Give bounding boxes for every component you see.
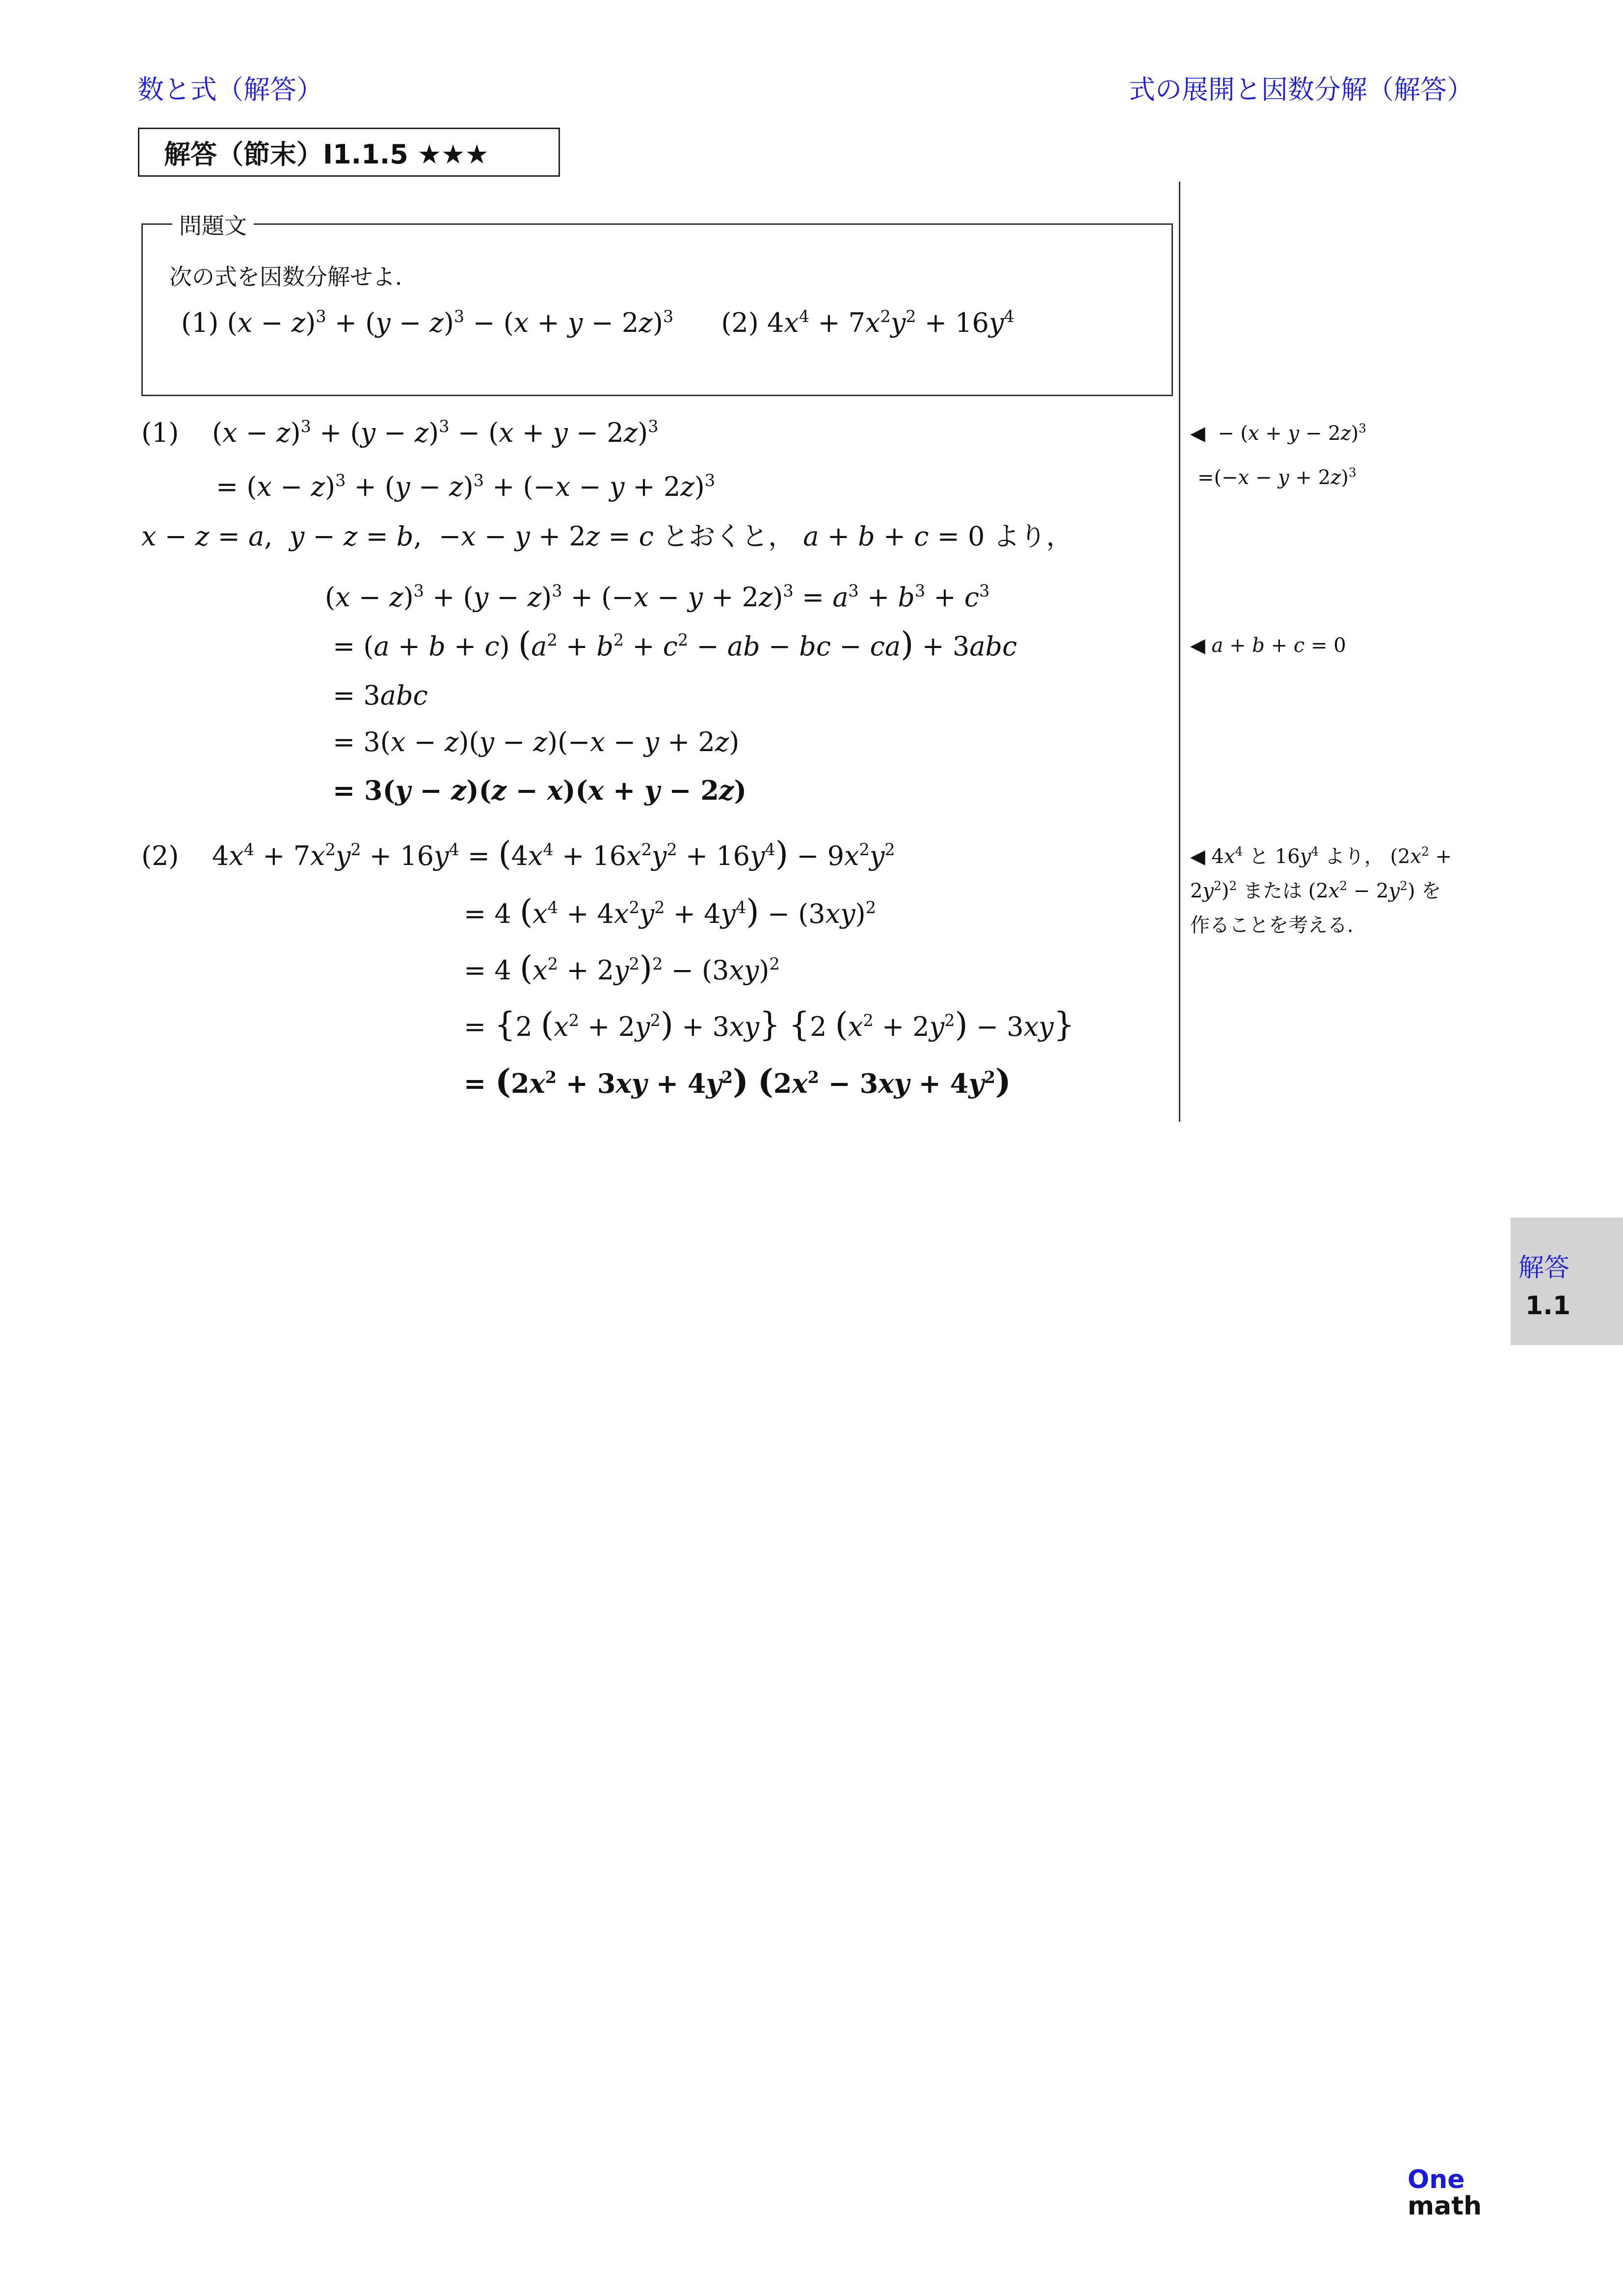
sidenote-2-marker: ◀ xyxy=(1190,634,1205,657)
problem-title: 解答（節末）I1.1.5 ★★★ xyxy=(138,128,560,177)
header-left-title: 数と式（解答） xyxy=(137,74,323,105)
solution-part2-line1: $4x^4 + 7x^2y^2 + 16y^4 = (4x^4 + 16x^2y^2 + 16y^4) - 9x^2y^2$ xyxy=(212,834,895,873)
problem-legend: 問題文 xyxy=(172,208,254,241)
header-right-title: 式の展開と因数分解（解答） xyxy=(1129,74,1473,105)
solution-part2-label: (2) xyxy=(141,840,179,871)
solution-part1-step4: = 3(x − z)(y − z)(−x − y + 2z) xyxy=(333,727,740,757)
solution-part1-step1: $(x - z)^3 + (y - z)^3 + (-x - y + 2z)^3 = a^3 + b^3 + c^3$ xyxy=(325,581,990,613)
sidenote-1-marker: ◀ xyxy=(1190,422,1205,445)
sidenote-3-marker: ◀ xyxy=(1190,845,1205,868)
sidenote-1: ◀ − $(x + y - 2z)^3$ xyxy=(1190,421,1367,445)
solution-part2-step3: = {2 $(x^2 + 2y^2) + 3xy$} {2 $(x^2 + 2y^2) - 3xy$} xyxy=(464,1005,1075,1044)
problem-item1-label: (1) xyxy=(181,307,219,338)
logo-math-text: math xyxy=(1408,2191,1482,2221)
onemath-logo xyxy=(1408,2165,1486,2219)
problem-item1-expr: $(x - z)^3 + (y - z)^3 - (x + y - 2z)^3$ xyxy=(227,306,674,338)
chapter-side-tab xyxy=(1511,1217,1623,1345)
solution-part2-step2: = 4 $(x^2 + 2y^2)^2 - (3xy)^2$ xyxy=(464,948,780,987)
side-tab-number: 1.1 xyxy=(1525,1291,1571,1321)
solution-part1-answer: = 3(y − z)(z − x)(x + y − 2z) xyxy=(333,775,747,806)
sidenote-3-and: と xyxy=(1249,845,1269,868)
problem-instruction: 次の式を因数分解せよ． xyxy=(169,264,418,290)
solution-part1-step2: = (a + b + c) ($a^2 + b^2 + c^2$ − ab − bc − ca) + 3abc xyxy=(333,624,1017,663)
logo-one-text: One xyxy=(1408,2165,1465,2194)
problem-item2-label: (2) xyxy=(721,307,759,338)
sidenote-3-suffix: を xyxy=(1421,880,1441,902)
sidenote-3-end: 作ることを考える． xyxy=(1190,914,1367,937)
sidenote-3-or: または xyxy=(1243,880,1302,902)
solution-part1-step3: = 3abc xyxy=(333,680,428,711)
problem-item2-expr: $4x^4 + 7x^2y^2 + 16y^4$ xyxy=(767,306,1014,338)
sidenote-2: ◀ a + b + c = 0 xyxy=(1190,634,1346,657)
problem-box xyxy=(141,213,1173,396)
sidenote-3-from: より， xyxy=(1325,845,1384,868)
problem-items xyxy=(181,307,1014,338)
margin-divider xyxy=(1179,182,1180,1122)
side-tab-label: 解答 xyxy=(1518,1253,1570,1283)
solution-part2-answer: = $(2x^2 + 3xy + 4y^2) (2x^2 - 3xy + 4y^2)$ xyxy=(464,1062,1011,1101)
substitution-text: とおくと， xyxy=(662,521,795,552)
solution-substitution-line: x − z = a, y − z = b, −x − y + 2z = c とおくと， a + b + c = 0 より， xyxy=(141,521,1073,552)
sidenote-3: ◀ $4x^4$ と $16y^4$ より， $(2x^2 + 2y^2)^2$ または $(2x^2 - 2y^2)$ を 作ることを考える． xyxy=(1190,844,1452,937)
solution-part1-line1: $(x - z)^3 + (y - z)^3 - (x + y - 2z)^3$ xyxy=(212,416,659,448)
sidenote-1-line2: $=(-x - y + 2z)^3$ xyxy=(1197,465,1357,489)
condition-text: より， xyxy=(993,521,1073,552)
solution-part2-step1: = 4 $(x^4 + 4x^2y^2 + 4y^4) - (3xy)^2$ xyxy=(464,892,876,931)
solution-part1-label: (1) xyxy=(141,417,179,448)
solution-part1-line2: = $(x - z)^3 + (y - z)^3 + (-x - y + 2z)^3$ xyxy=(216,470,716,502)
